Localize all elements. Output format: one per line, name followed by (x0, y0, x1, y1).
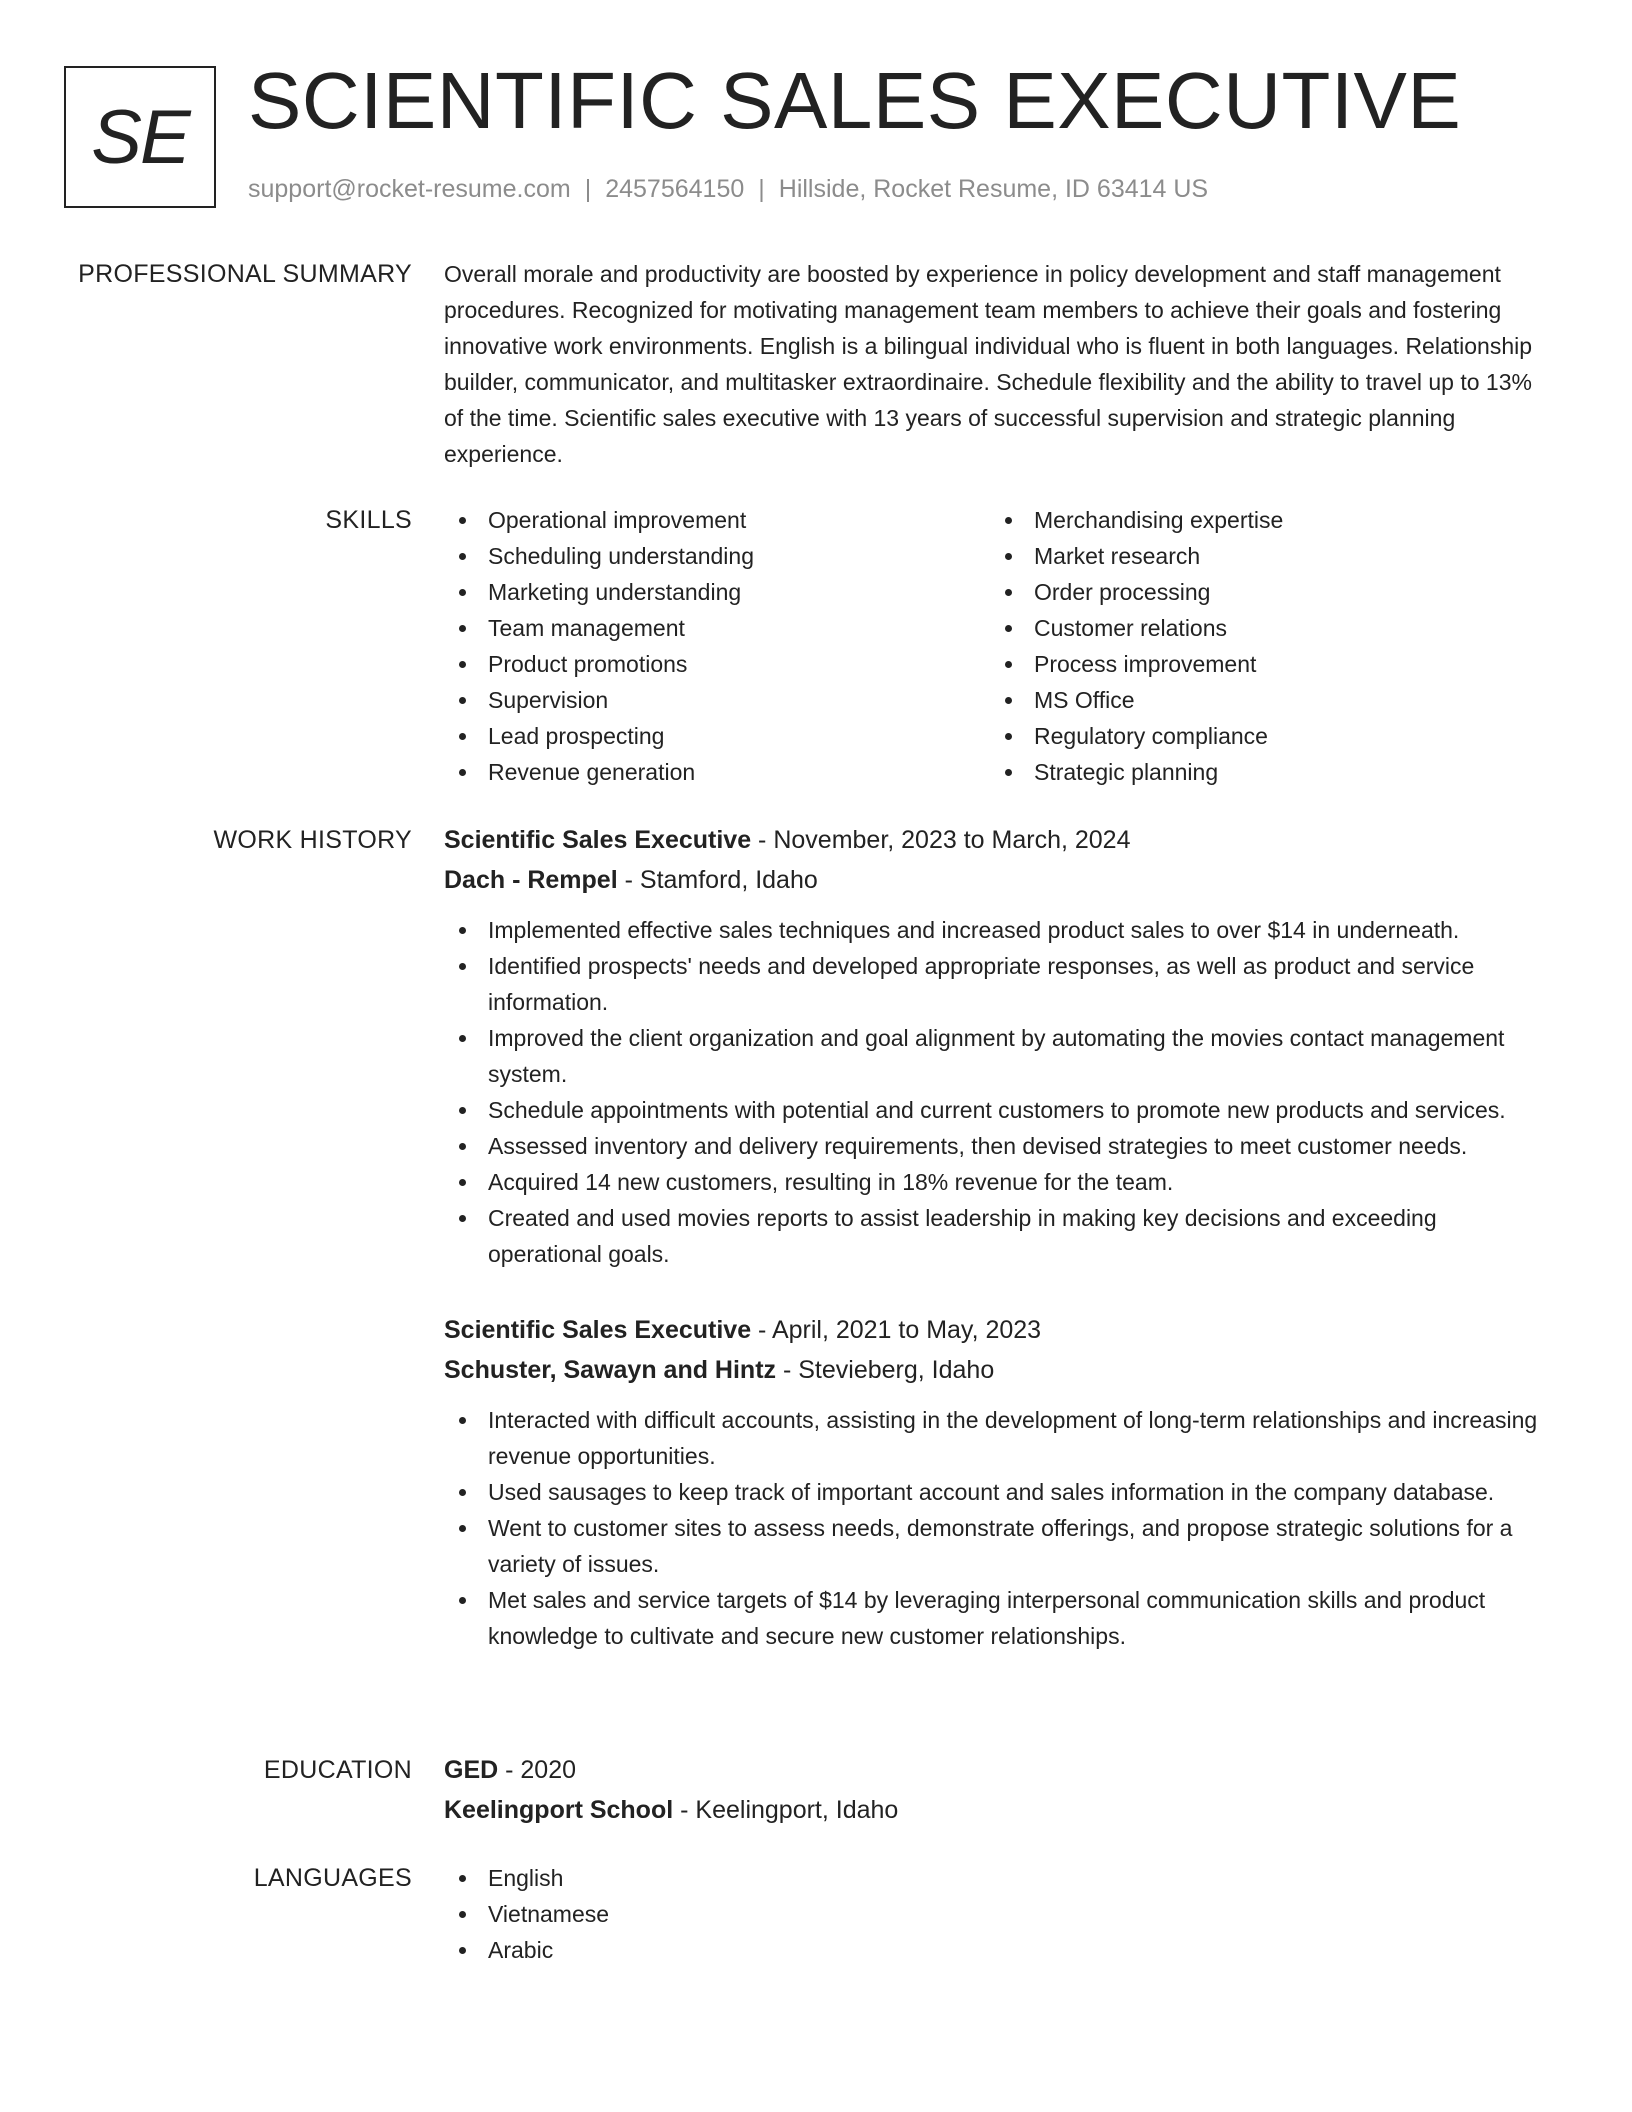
job-title-line (444, 1310, 1554, 1350)
job-bullet: Identified prospects' needs and developed appropriate responses, as well as product and service information. (444, 948, 1554, 1020)
skills-body (444, 502, 1554, 790)
work-history-heading: WORK HISTORY (213, 826, 412, 854)
summary-text: Overall morale and productivity are boosted by experience in policy development and staff management procedures. Recognized for motivating management team members to achieve their goals and fostering innovative work environments. English is a bilingual individual who is fluent in both languages. Relationship builder, communicator, and multitasker extraordinaire. Schedule flexibility and the ability to travel up to 13% of the time. Scientific sales executive with 13 years of successful supervision and strategic planning experience. (444, 261, 1533, 467)
job-bullet: Implemented effective sales techniques and increased product sales to over $14 in underneath. (444, 912, 1554, 948)
skills-heading: SKILLS (325, 506, 412, 534)
contact-address: Hillside, Rocket Resume, ID 63414 US (778, 175, 1209, 203)
contact-phone: 2457564150 (605, 175, 745, 203)
monogram-initials: SE (91, 94, 189, 180)
education-year: - 2020 (498, 1756, 577, 1784)
job-bullet: Assessed inventory and delivery requirements, then devised strategies to meet customer needs. (444, 1128, 1554, 1164)
skill-item: Product promotions (444, 646, 990, 682)
job-location: - Stamford, Idaho (617, 866, 818, 894)
job-bullets (444, 1402, 1554, 1654)
contact-separator: | (584, 175, 592, 203)
education-location: - Keelingport, Idaho (673, 1796, 899, 1824)
job-bullet: Improved the client organization and goal alignment by automating the movies contact management system. (444, 1020, 1554, 1092)
education-heading: EDUCATION (263, 1756, 412, 1784)
skill-item: Merchandising expertise (990, 502, 1536, 538)
education-degree-line (444, 1750, 1554, 1790)
education-body (444, 1750, 1554, 1842)
job-bullet: Schedule appointments with potential and current customers to promote new products and services. (444, 1092, 1554, 1128)
contact-separator: | (758, 175, 765, 203)
skills-list-right (990, 502, 1536, 790)
job-bullet: Acquired 14 new customers, resulting in 18% revenue for the team. (444, 1164, 1554, 1200)
language-item: English (444, 1860, 1554, 1896)
skill-item: Marketing understanding (444, 574, 990, 610)
skill-item: Process improvement (990, 646, 1536, 682)
skill-item: Team management (444, 610, 990, 646)
job-company: Schuster, Sawayn and Hintz (444, 1356, 777, 1384)
languages-list (444, 1860, 1554, 1968)
skill-item: Strategic planning (990, 754, 1536, 790)
skill-item: Customer relations (990, 610, 1536, 646)
resume-name: SCIENTIFIC SALES EXECUTIVE (248, 56, 1462, 145)
job-company-line (444, 1350, 1554, 1390)
skill-item: MS Office (990, 682, 1536, 718)
job-bullet: Met sales and service targets of $14 by leveraging interpersonal communication skills and product knowledge to cultivate and secure new customer relationships. (444, 1582, 1554, 1654)
language-item: Arabic (444, 1932, 1554, 1968)
language-item: Vietnamese (444, 1896, 1554, 1932)
job-bullet: Interacted with difficult accounts, assisting in the development of long-term relationships and increasing revenue opportunities. (444, 1402, 1554, 1474)
job-bullet: Used sausages to keep track of important account and sales information in the company database. (444, 1474, 1554, 1510)
contact-line (248, 174, 1208, 204)
skills-columns (444, 502, 1554, 790)
monogram-box (64, 66, 216, 208)
work-history-body (444, 820, 1554, 1654)
job-title-line (444, 820, 1554, 860)
education-school-line (444, 1790, 1554, 1830)
skill-item: Order processing (990, 574, 1536, 610)
job-company: Dach - Rempel (444, 866, 618, 894)
job-dates: - November, 2023 to March, 2024 (751, 826, 1131, 854)
skills-list-left (444, 502, 990, 790)
job-title: Scientific Sales Executive (444, 826, 752, 854)
job-entry (444, 820, 1554, 1272)
skill-item: Regulatory compliance (990, 718, 1536, 754)
summary-heading: PROFESSIONAL SUMMARY (78, 260, 412, 288)
contact-email: support@rocket-resume.com (248, 175, 571, 203)
job-location: - Stevieberg, Idaho (776, 1356, 995, 1384)
skill-item: Market research (990, 538, 1536, 574)
skill-item: Revenue generation (444, 754, 990, 790)
skill-item: Operational improvement (444, 502, 990, 538)
job-company-line (444, 860, 1554, 900)
languages-body (444, 1860, 1554, 1968)
job-bullet: Created and used movies reports to assist leadership in making key decisions and exceeding operational goals. (444, 1200, 1554, 1272)
education-degree: GED (444, 1756, 499, 1784)
education-school: Keelingport School (444, 1796, 674, 1824)
languages-heading: LANGUAGES (253, 1864, 412, 1892)
job-title: Scientific Sales Executive (444, 1316, 752, 1344)
job-bullet: Went to customer sites to assess needs, demonstrate offerings, and propose strategic solutions for a variety of issues. (444, 1510, 1554, 1582)
skill-item: Lead prospecting (444, 718, 990, 754)
job-entry (444, 1310, 1554, 1654)
skill-item: Supervision (444, 682, 990, 718)
skill-item: Scheduling understanding (444, 538, 990, 574)
job-dates: - April, 2021 to May, 2023 (751, 1316, 1042, 1344)
job-bullets (444, 912, 1554, 1272)
